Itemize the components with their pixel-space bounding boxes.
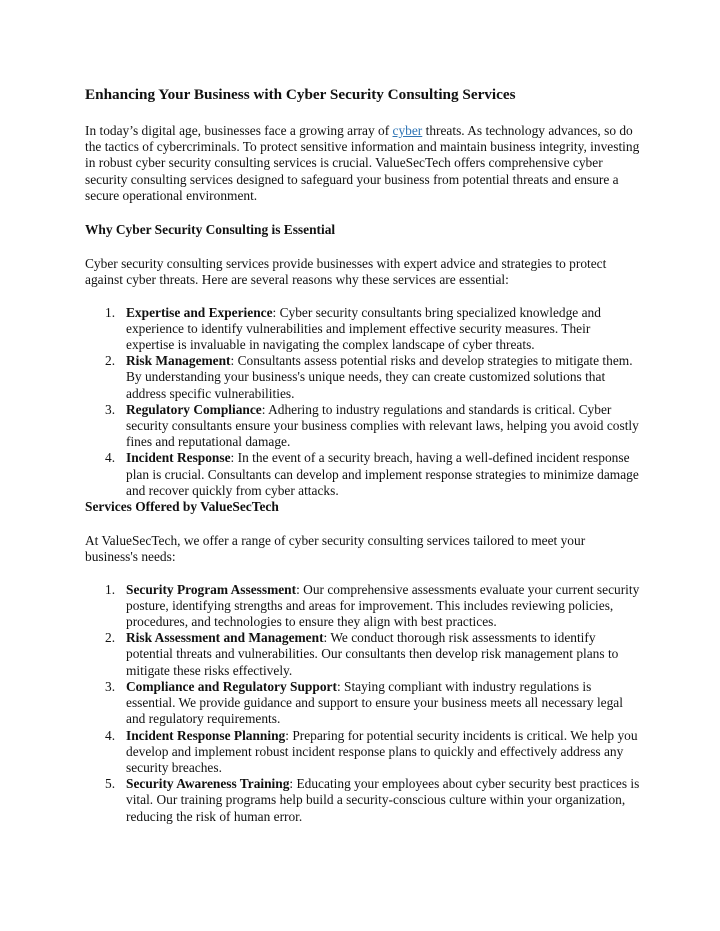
list-item-term: Risk Management [126, 353, 231, 369]
list-item-text: : Consultants assess potential risks and develop strategies to mitigate them. By understanding your business's unique needs, they can create customized solutions that address specific vulnerabilities. [126, 353, 633, 401]
list-item-term: Incident Response Planning [126, 727, 286, 743]
list-item-term: Security Program Assessment [126, 581, 297, 597]
list-item-text: : Adhering to industry regulations and standards is critical. Cyber security consultants ensure your business complies with relevant laws, helping you avoid costly fines and reputational damage. [126, 401, 639, 450]
reasons-list [85, 305, 640, 499]
list-item [85, 679, 640, 728]
list-item-text: : Our comprehensive assessments evaluate your current security posture, identifying strengths and areas for improvement. This includes reviewing policies, procedures, and technologies to ensure they align with best practices. [126, 581, 640, 630]
list-item [85, 776, 640, 825]
list-item-text: : Preparing for potential security incidents is critical. We help you develop and implement robust incident response plans to quickly and effectively address any security breaches. [126, 727, 638, 775]
list-item-number: 1. [105, 304, 116, 320]
list-item [85, 402, 640, 451]
section-intro-services: At ValueSecTech, we offer a range of cyber security consulting services tailored to meet your business's needs: [85, 533, 586, 565]
document-title: Enhancing Your Business with Cyber Security Consulting Services [85, 86, 516, 103]
section-heading-why: Why Cyber Security Consulting is Essential [85, 222, 336, 238]
list-item-text: : Cyber security consultants bring specialized knowledge and experience to identify vulnerabilities and implement effective security measures. Their expertise is invaluable in navigating the complex landscape of cyber threats. [126, 304, 601, 353]
list-item-text: : We conduct thorough risk assessments to identify potential threats and vulnerabilities. Our consultants then develop risk management plans to mitigate these risks effectively. [126, 630, 619, 678]
list-item [85, 305, 640, 354]
list-item-number: 1. [105, 581, 116, 597]
list-item-text: : In the event of a security breach, having a well-defined incident response plan is crucial. Consultants can develop and implement response strategies to minimize damage and recover quickly from cyber attacks. [126, 450, 639, 498]
list-item [85, 582, 640, 631]
list-item-number: 5. [105, 776, 116, 792]
section-intro-why: Cyber security consulting services provide businesses with expert advice and strategies to protect against cyber threats. Here are several reasons why these services are essential: [85, 256, 607, 288]
list-item-term: Security Awareness Training [126, 776, 290, 792]
list-item-number: 4. [105, 450, 116, 466]
list-item-number: 3. [105, 401, 116, 417]
list-item [85, 353, 640, 402]
intro-text-after-link: threats. As technology advances, so do the tactics of cybercriminals. To protect sensitive information and maintain business integrity, investing in robust cyber security consulting services is crucial. ValueSecTech offers comprehensive cyber security consulting services designed to safeguard your business from potential threats and ensure a secure operational environment. [85, 123, 640, 203]
list-item-term: Incident Response [126, 450, 231, 466]
list-item-term: Risk Assessment and Management [126, 630, 324, 646]
intro-text-before-link: In today’s digital age, businesses face a growing array of [85, 123, 393, 138]
services-list [85, 582, 640, 825]
list-item-number: 2. [105, 353, 116, 369]
section-heading-services: Services Offered by ValueSecTech [85, 499, 279, 515]
list-item-text: : Educating your employees about cyber security best practices is vital. Our training programs help build a security-conscious culture within your organization, reducing the risk of human error. [126, 776, 640, 824]
list-item-number: 2. [105, 630, 116, 646]
intro-paragraph [85, 123, 640, 204]
list-item [85, 728, 640, 777]
list-item-term: Regulatory Compliance [126, 401, 262, 417]
list-item [85, 630, 640, 679]
list-item-text: : Staying compliant with industry regulations is essential. We provide guidance and support to ensure your business meets all necessary legal and regulatory requirements. [126, 678, 623, 727]
list-item [85, 450, 640, 499]
cyber-link[interactable]: cyber [392, 123, 423, 138]
list-item-term: Expertise and Experience [126, 304, 273, 320]
list-item-term: Compliance and Regulatory Support [126, 678, 337, 694]
list-item-number: 3. [105, 678, 116, 694]
list-item-number: 4. [105, 727, 116, 743]
